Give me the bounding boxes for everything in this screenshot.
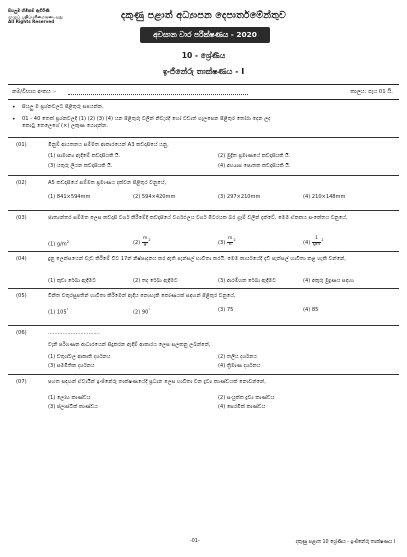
question-text: පහත සඳහන් ඒවායින් ඉංජිනේරු තාක්ෂණයේදී ප්‍රධාන ලෙස භාවිතා වන ද්‍රව්‍ය කාණ්ඩයක් නොවන්නේ, [48,379,266,385]
question-number: (04) [16,256,27,262]
answer-blank: ................................ [48,330,100,336]
option-4: (4) 210×148mm [303,194,346,200]
option-3: (3) ආරම්භක රේඛා ඇඳීමට [218,278,276,284]
bullet-icon: • [12,116,16,123]
instructions-divider [8,137,399,138]
option-1: (1) චතුශ්චල ආකෘති දර්ශනය [48,354,111,360]
header-divider [8,84,399,85]
question-divider [8,175,399,176]
candidate-row [8,86,399,98]
subject-heading: ඉංජිනේරු තාක්ෂණය - I [162,67,245,76]
page-number: -01- [190,539,200,544]
department-title: දකුණු පළාත් අධ්‍යාපන දෙපාර්තමේන්තුව [120,10,287,21]
option-4: (4) ත්‍රිමාණ දර්ශනය [218,363,261,369]
option-2: (2) 90° [133,308,151,316]
option-2: (2) 594×420mm [133,194,176,200]
question-text: දුනු ලෙන්සයෙන් වැඩ කිරීමේ විට 17න් නිෂ්පාදනය කර ඇති පැන්සල් භාවිතා කරයි. මෙම කාර්යයේදී දැඩි පැන්සල් භාවිතා කළ හැකි වන්නේ, [48,256,346,262]
option-2: (2) $\frac{m}{g}$ $^2$ [133,236,151,247]
question-divider [8,210,399,211]
instruction-2: • 01 - 40 තෙක් ප්‍රශ්නවලදී (1) (2) (3) (4) යන පිළිතුරු වලින් නිවැරදි හෝ වඩාත් ගැලපෙන පිළිතුර තෝරා දෙන ලද [12,116,271,123]
question-number: (02) [16,180,27,186]
grade-heading: 10 - ශ්‍රේණිය [181,51,226,60]
option-2: (2) මුද්‍රිත ප්‍රමාණයේ කඩදාසියකි යි. [218,153,291,159]
copyright-english: All Rights Reserved [8,19,55,25]
question-divider [8,251,399,252]
time-allowed: කාලය: පැය 01 යි. [350,89,393,95]
question-text: A5 කඩදාසියේ සම්මත ප්‍රමාණය දක්වන පිළිතුර වනුයේ, [48,180,167,186]
copyright-tamil: முழுப் பதிப்புரிமையுடையது [8,13,63,19]
option-3: (3) 297×210mm [218,194,261,200]
option-4: (4) 85 [303,307,319,313]
option-3: (3) යතුරු ලියන කඩදාසියකි යි. [48,163,113,169]
question-text: මිනුම් ආයතනය සම්මත ආකාරයෙන් A3 කඩදාසියේ යනු, [48,142,169,148]
exam-banner: අවසාන වාර පරීක්ෂණය - 2020 [140,27,270,43]
option-1: (1) කුඩා රේඛා ඇඳීමට [48,278,96,284]
question-number: (06) [16,330,27,336]
question-number: (01) [16,142,27,148]
header-divider-lower [8,99,399,100]
question-text: වැනි පරිගණක ආධාරයෙන් සිදුකරන ඇඳීම් ආකාරය ලෙස සලකනු ලබන්නේ, [48,342,211,348]
option-3: (3) ප්ලාස්ටික් කාණ්ඩය [48,404,98,410]
option-1: (1) සාමාන්‍ය ඇඳීමේ කඩදාසියකි යි. [48,153,121,159]
option-3: (3) සමමිතික දර්ශනය [48,363,95,369]
question-divider [8,288,399,289]
option-4: (4) අභ්‍යාස පොතක කඩදාසියකි යි. [218,163,291,169]
candidate-label: නම/විභාග අංකය :- [12,89,56,95]
option-4: (4) අකුරු මුදුණය සඳහා [303,278,354,284]
option-4: (4) සෙරමික් කාණ්ඩය [218,404,266,410]
question-text: ජාත්‍යන්තර සම්මත ලෙස කඩදාසි වර්ග කිරීමේදී කඩදාසියේ වර්ගඵලය වර්ග මීටරයක බර ග්‍රෑම් වලින් දැක්වේ. මෙම ඒකකය සංකේතය වනුයේ, [48,215,348,221]
question-number: (07) [16,379,27,385]
instruction-3: කොටු තෙලෙගේ (×) ලකුණ යොදන්න. [22,123,108,129]
page-footer [0,539,407,549]
option-1: (1) 105° [48,308,69,316]
question-divider [8,374,399,375]
option-2: (2) සංයුක්ත ද්‍රව්‍ය කාණ්ඩය [218,395,275,401]
option-3: (3) $\frac{m}{n}$ $^2$ [218,236,236,247]
option-1: (1) 841×594mm [48,194,91,200]
question-divider [8,325,399,326]
option-2: (2) තද රේඛා ඇඳීමට [133,278,178,284]
question-number: (03) [16,215,27,221]
option-4: (4) $\frac{1}{gm}$ $^2$ [303,236,324,247]
option-2: (2) තලීය දර්ශනය [218,354,257,360]
option-1: (1) ලෝහ කාණ්ඩය [48,395,91,401]
question-text: විනිත වතුරසුපතින් භාවිතා කිරීමෙන් ඇඳිය නොහැකි කෝණයක් සඳහන් පිළිතුර වනුයේ, [48,293,236,299]
copyright-sinhala: සියලුම හිමිකම් ඇවිරිණි [8,8,50,13]
bullet-icon: • [12,104,16,111]
question-number: (05) [16,293,27,299]
instruction-1: • සියලු ම ප්‍රශ්නවලට පිළිතුරු සපයන්න. [12,104,104,111]
candidate-blank-line [68,86,248,95]
footer-title: දකුණු පළාත 10 ශ්‍රේණිය - ඉංජිනේරු තාක්ෂණය I [295,540,395,545]
option-1: (1) $g/m^2$ [48,240,70,248]
option-3: (3) 75 [218,307,234,313]
